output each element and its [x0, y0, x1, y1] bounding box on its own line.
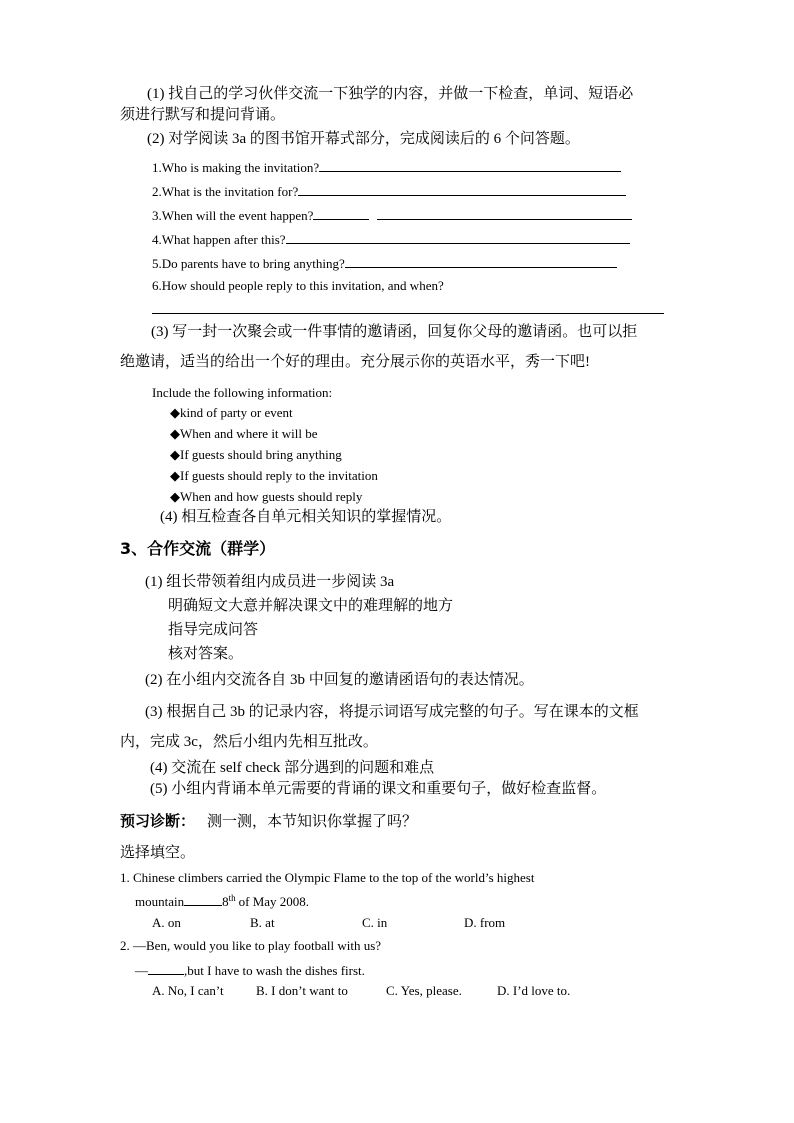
q1-option-d[interactable]: D. from	[464, 915, 506, 930]
bullet-item	[170, 406, 293, 419]
answer-blank-4[interactable]	[286, 231, 630, 244]
bullet-item	[170, 469, 378, 482]
diamond-bullet-icon: ◆	[170, 405, 180, 420]
question-3-text: 3.When will the event happen?	[152, 208, 314, 223]
question-5-text: 5.Do parents have to bring anything?	[152, 256, 345, 271]
bullet-item	[170, 490, 362, 503]
bullet-text: If guests should bring anything	[180, 447, 342, 462]
q1-line2	[135, 893, 309, 908]
diamond-bullet-icon: ◆	[170, 426, 180, 441]
question-1	[152, 159, 621, 174]
q2-option-c[interactable]: C. Yes, please.	[386, 983, 462, 998]
cooperation-heading: 3、合作交流（群学）	[120, 539, 276, 558]
answer-blank-1[interactable]	[319, 159, 621, 172]
diamond-bullet-icon: ◆	[170, 489, 180, 504]
diamond-bullet-icon: ◆	[170, 468, 180, 483]
coop-item3-line1: (3) 根据自己 3b 的记录内容，将提示词语写成完整的句子。写在课本的文框	[145, 704, 639, 720]
question-3	[152, 207, 632, 222]
coop-subitem: 核对答案。	[168, 646, 244, 662]
bullet-text: When and where it will be	[180, 426, 318, 441]
item3-line2: 绝邀请，适当的给出一个好的理由。充分展示你的英语水平，秀一下吧!	[120, 354, 590, 370]
q2-dash: —	[135, 963, 148, 978]
coop-item5: (5) 小组内背诵本单元需要的背诵的课文和重要句子，做好检查监督。	[150, 781, 607, 797]
coop-item2: (2) 在小组内交流各自 3b 中回复的邀请函语句的表达情况。	[145, 672, 534, 688]
bullet-text: kind of party or event	[180, 405, 293, 420]
answer-blank-5[interactable]	[345, 255, 617, 268]
item4-text: (4) 相互检查各自单元相关知识的掌握情况。	[160, 509, 452, 525]
bullet-text: If guests should reply to the invitation	[180, 468, 378, 483]
diagnosis-heading-rest: 测一测，本节知识你掌握了吗？	[207, 814, 418, 830]
coop-item3-line2: 内，完成 3c，然后小组内先相互批改。	[120, 734, 378, 750]
coop-subitem: 明确短文大意并解决课文中的难理解的地方	[168, 598, 454, 614]
answer-blank-2[interactable]	[298, 183, 626, 196]
coop-subitem: 指导完成问答	[168, 622, 259, 638]
diagnosis-title	[120, 814, 417, 830]
answer-blank-3a[interactable]	[313, 207, 369, 220]
diagnosis-subtitle: 选择填空。	[120, 845, 196, 861]
answer-blank-6[interactable]	[152, 313, 664, 314]
bullet-text: When and how guests should reply	[180, 489, 363, 504]
q1-answer-blank[interactable]	[184, 893, 222, 906]
question-1-text: 1.Who is making the invitation?	[152, 160, 320, 175]
item2-text: (2) 对学阅读 3a 的图书馆开幕式部分，完成阅读后的 6 个问答题。	[147, 131, 580, 147]
q1-option-c[interactable]: C. in	[362, 915, 388, 930]
q1-text-before: mountain	[135, 894, 185, 909]
coop-item4: (4) 交流在 self check 部分遇到的问题和难点	[150, 760, 435, 776]
q2-option-b[interactable]: B. I don’t want to	[256, 983, 348, 998]
question-6: 6.How should people reply to this invitation, and when?	[152, 278, 444, 293]
coop-item1: (1) 组长带领着组内成员进一步阅读 3a	[145, 574, 395, 590]
q1-option-a[interactable]: A. on	[152, 915, 181, 930]
diamond-bullet-icon: ◆	[170, 447, 180, 462]
q1-text-after: of May 2008.	[238, 894, 310, 909]
question-2-text: 2.What is the invitation for?	[152, 184, 299, 199]
q1-day-number: 8	[222, 894, 229, 909]
q2-option-a[interactable]: A. No, I can’t	[152, 983, 224, 998]
diagnosis-heading: 预习诊断：	[120, 812, 196, 830]
item1-line2: 须进行默写和提问背诵。	[120, 107, 286, 123]
question-4	[152, 231, 630, 246]
q2-text-after: ,but I have to wash the dishes first.	[184, 963, 365, 978]
item1-line1: (1) 找自己的学习伙伴交流一下独学的内容，并做一下检查，单词、短语必	[147, 86, 634, 102]
q2-option-d[interactable]: D. I’d love to.	[497, 983, 571, 998]
question-4-text: 4.What happen after this?	[152, 232, 286, 247]
bullet-item	[170, 448, 342, 461]
question-2	[152, 183, 626, 198]
q2-line2	[135, 962, 365, 977]
bullet-item	[170, 427, 318, 440]
q2-answer-blank[interactable]	[148, 962, 184, 975]
q2-line1: 2. —Ben, would you like to play football with us?	[120, 938, 382, 953]
q1-ordinal-suffix: th	[228, 893, 236, 903]
include-intro: Include the following information:	[152, 385, 333, 400]
q1-line1: 1. Chinese climbers carried the Olympic Flame to the top of the world’s highest	[120, 870, 535, 885]
item3-line1: (3) 写一封一次聚会或一件事情的邀请函，回复你父母的邀请函。也可以拒	[151, 324, 638, 340]
q1-option-b[interactable]: B. at	[250, 915, 275, 930]
answer-blank-3b[interactable]	[377, 207, 632, 220]
question-5	[152, 255, 617, 270]
